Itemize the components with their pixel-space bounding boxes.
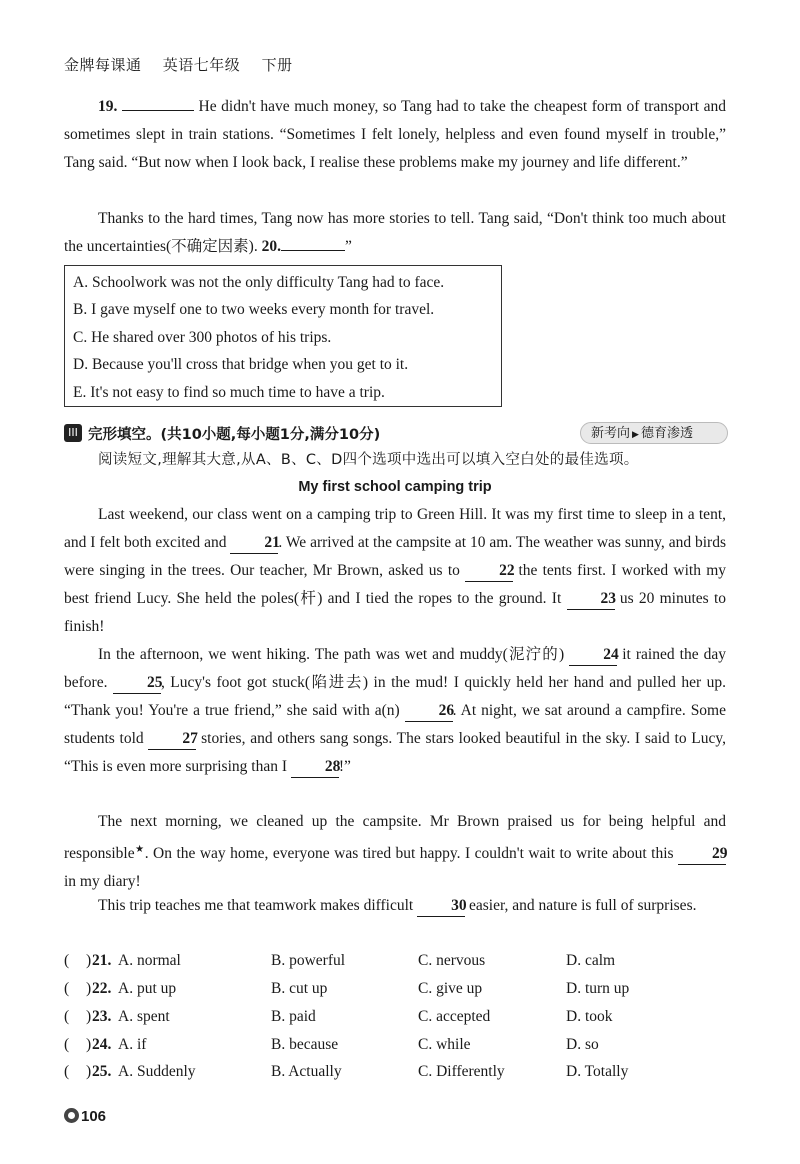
- page-number: 106: [81, 1108, 107, 1125]
- choice-d[interactable]: D. Totally: [566, 1063, 629, 1080]
- question-number: 23.: [92, 1008, 112, 1025]
- blank-27[interactable]: 27: [148, 729, 196, 750]
- star-icon: ★: [134, 844, 145, 855]
- blank-21[interactable]: 21: [230, 533, 278, 554]
- option-c: C. He shared over 300 photos of his trips.: [73, 328, 332, 346]
- choice-b[interactable]: B. cut up: [271, 980, 328, 997]
- option-e: E. It's not easy to find so much time to have a trip.: [73, 383, 385, 401]
- choice-a[interactable]: A. normal: [118, 952, 181, 969]
- blank-29[interactable]: 29: [678, 844, 726, 865]
- choice-b[interactable]: B. paid: [271, 1008, 316, 1025]
- choice-d[interactable]: D. turn up: [566, 980, 630, 997]
- q20-number: 20.: [261, 238, 281, 255]
- cloze-text: , Lucy's foot got stuck(陷进去) in the mud! I quickly held her hand and pulled her up. “Thank you! You're a true friend,” she said with a(n): [64, 674, 727, 719]
- blank-25[interactable]: 25: [113, 673, 161, 694]
- answer-paren-open[interactable]: (: [64, 1036, 70, 1053]
- question-row: [64, 952, 744, 976]
- cloze-text: Last weekend, our class went on a camping trip to Green Hill. It was my first time to sleep in a tent, and I felt both excited and: [64, 506, 726, 551]
- cloze-text: . We arrived at the campsite at 10 am. The weather was sunny, and birds were singing in the trees. Our teacher, Mr Brown, asked us to: [64, 534, 726, 579]
- blank-28[interactable]: 28: [291, 757, 339, 778]
- choice-b[interactable]: B. because: [271, 1036, 339, 1053]
- blank-30[interactable]: 30: [417, 896, 465, 917]
- blank-24[interactable]: 24: [569, 645, 617, 666]
- option-b: B. I gave myself one to two weeks every month for travel.: [73, 301, 435, 319]
- question-number: 22.: [92, 980, 112, 997]
- q20-paragraph: [64, 205, 726, 261]
- header-brand: 金牌每课通: [64, 56, 142, 74]
- question-row: [64, 1008, 744, 1032]
- q19-paragraph: [64, 93, 726, 177]
- answer-paren-close[interactable]: ): [86, 952, 92, 969]
- cloze-text: the tents first. I worked with my best friend Lucy. She held the poles(杆) and I tied the ropes to the ground. It: [64, 562, 727, 607]
- choice-b[interactable]: B. Actually: [271, 1063, 342, 1080]
- question-number: 24.: [92, 1036, 112, 1053]
- page-marker-icon: [64, 1108, 79, 1123]
- cloze-text: !”: [338, 758, 351, 775]
- answer-paren-close[interactable]: ): [86, 980, 92, 997]
- choice-c[interactable]: C. Differently: [418, 1063, 505, 1080]
- blank-22[interactable]: 22: [465, 561, 513, 582]
- choice-a[interactable]: A. put up: [118, 980, 177, 997]
- q20-answer-blank[interactable]: [281, 250, 345, 251]
- choice-d[interactable]: D. took: [566, 1008, 613, 1025]
- choice-a[interactable]: A. if: [118, 1036, 147, 1053]
- choice-a[interactable]: A. Suddenly: [118, 1063, 196, 1080]
- q20-text: Thanks to the hard times, Tang now has more stories to tell. Tang said, “Don't think too much about the uncertainties(不确定因素).: [64, 210, 726, 255]
- answer-paren-close[interactable]: ): [86, 1008, 92, 1025]
- cloze-text: us 20 minutes to finish!: [64, 590, 727, 635]
- section-instruction: 阅读短文,理解其大意,从A、B、C、D四个选项中选出可以填入空白处的最佳选项。: [98, 452, 639, 468]
- option-d: D. Because you'll cross that bridge when you get to it.: [73, 356, 409, 374]
- tag-left: 新考向: [591, 426, 631, 441]
- answer-paren-open[interactable]: (: [64, 1008, 70, 1025]
- answer-paren-open[interactable]: (: [64, 1063, 70, 1080]
- answer-paren-open[interactable]: (: [64, 980, 70, 997]
- choice-c[interactable]: C. accepted: [418, 1008, 491, 1025]
- answer-paren-close[interactable]: ): [86, 1063, 92, 1080]
- tag-right: 德育渗透: [640, 426, 693, 441]
- cloze-paragraph-1: [64, 501, 726, 641]
- cloze-text: In the afternoon, we went hiking. The path was wet and muddy(泥泞的): [98, 646, 565, 663]
- passage-title: My first school camping trip: [298, 479, 492, 495]
- question-row: [64, 1036, 744, 1060]
- answer-paren-open[interactable]: (: [64, 952, 70, 969]
- question-number: 21.: [92, 952, 112, 969]
- header-volume: 下册: [261, 56, 293, 74]
- choice-d[interactable]: D. so: [566, 1036, 599, 1053]
- cloze-text: The next morning, we cleaned up the campsite. Mr Brown praised us for being helpful and responsible: [64, 813, 726, 863]
- cloze-text: stories, and others sang songs. The stars looked beautiful in the sky. I said to Lucy, “This is even more surprising than I: [64, 730, 727, 775]
- cloze-text: in my diary!: [64, 873, 141, 891]
- running-header: [64, 54, 309, 75]
- cloze-paragraph-4: [64, 892, 726, 920]
- cloze-paragraph-2: [64, 641, 726, 781]
- question-number: 25.: [92, 1063, 112, 1080]
- blank-23[interactable]: 23: [567, 589, 615, 610]
- new-trend-tag: [580, 422, 728, 444]
- question-row: [64, 980, 744, 1004]
- q20-close-quote: ”: [344, 238, 352, 255]
- section-title: 完形填空。(共10小题,每小题1分,满分10分): [88, 427, 381, 443]
- choice-b[interactable]: B. powerful: [271, 952, 346, 969]
- header-subject: 英语七年级: [162, 56, 241, 74]
- q19-answer-blank[interactable]: [122, 110, 194, 111]
- cloze-text: easier, and nature is full of surprises.: [468, 897, 697, 914]
- cloze-paragraph-3: [64, 808, 726, 896]
- cloze-text: . At night, we sat around a campfire. Some students told: [64, 702, 726, 747]
- section-roman-icon: III: [64, 424, 82, 442]
- option-a: A. Schoolwork was not the only difficulty Tang had to face.: [73, 274, 445, 291]
- page-footer: [64, 1108, 106, 1125]
- cloze-text: . On the way home, everyone was tired but happy. I couldn't wait to write about this: [144, 845, 674, 863]
- choice-c[interactable]: C. nervous: [418, 952, 486, 969]
- choice-d[interactable]: D. calm: [566, 952, 616, 969]
- cloze-text: This trip teaches me that teamwork makes difficult: [98, 897, 414, 914]
- blank-26[interactable]: 26: [405, 701, 453, 722]
- tag-arrow-icon: ▶: [632, 430, 639, 440]
- q19-number: 19.: [98, 98, 118, 115]
- choice-a[interactable]: A. spent: [118, 1008, 170, 1025]
- cloze-text: it rained the day before.: [64, 646, 727, 691]
- section-header: [64, 422, 728, 446]
- options-box: [64, 265, 502, 407]
- choice-c[interactable]: C. while: [418, 1036, 471, 1053]
- answer-paren-close[interactable]: ): [86, 1036, 92, 1053]
- choice-c[interactable]: C. give up: [418, 980, 483, 997]
- question-row: [64, 1063, 744, 1087]
- q19-text: He didn't have much money, so Tang had to take the cheapest form of transport and sometimes slept in train stations. “Sometimes I felt lonely, helpless and even found myself in trouble,” Tang said. “But now when I look back, I realise these problems make my journey and life different.”: [64, 98, 726, 171]
